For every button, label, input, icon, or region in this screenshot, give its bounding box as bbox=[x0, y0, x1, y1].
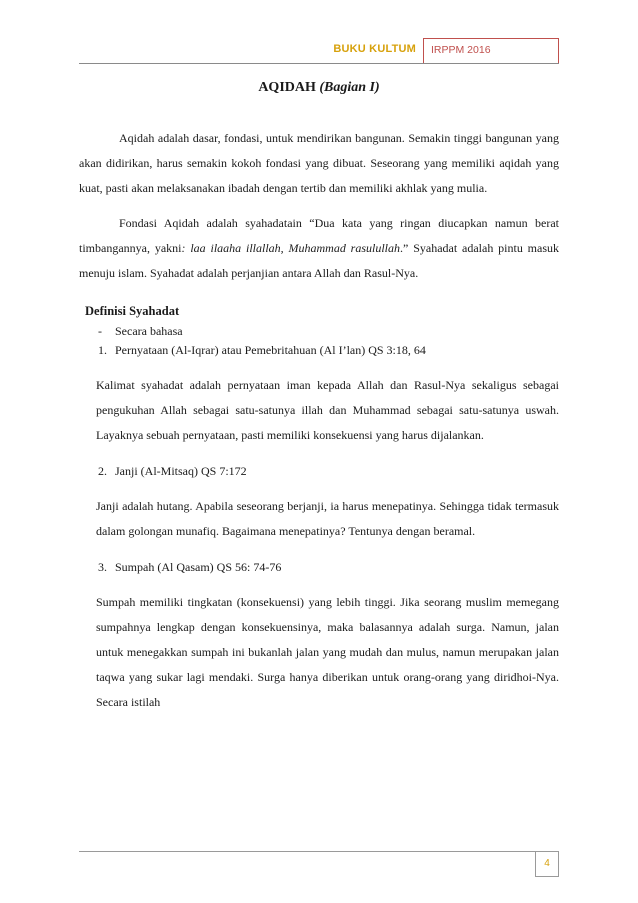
item-text: Janji (Al-Mitsaq) QS 7:172 bbox=[115, 464, 247, 478]
list-item-2 bbox=[79, 462, 559, 481]
item-number: 1. bbox=[98, 343, 107, 357]
title-sub: (Bagian I) bbox=[319, 80, 380, 95]
fondasi-part-a: Fondasi Aqidah adalah syahadatain “Dua kata yang ringan diucapkan namun berat timbangannya, yakni bbox=[79, 216, 559, 255]
title-main: AQIDAH bbox=[258, 80, 316, 95]
fondasi-part-c: .” Syahadat adalah pintu masuk menuju islam. Syahadat adalah perjanjian antara Allah dan Rasul-Nya. bbox=[79, 241, 560, 280]
header-rule bbox=[79, 63, 559, 64]
item-text: Sumpah (Al Qasam) QS 56: 74-76 bbox=[115, 560, 282, 574]
page-number-box bbox=[535, 851, 559, 877]
fondasi-italic: : laa ilaaha illallah, Muhammad rasulullah bbox=[181, 241, 401, 255]
bullet-text: Secara bahasa bbox=[115, 324, 183, 338]
item-number: 2. bbox=[98, 464, 107, 478]
list-item-1 bbox=[79, 341, 559, 360]
header-title: BUKU KULTUM bbox=[333, 43, 416, 55]
section-heading-definisi: Definisi Syahadat bbox=[85, 304, 180, 318]
bullet-mark: - bbox=[98, 324, 102, 338]
header-tag-box bbox=[423, 38, 559, 63]
paragraph-kalimat-syahadat: Kalimat syahadat adalah pernyataan iman kepada Allah dan Rasul-Nya sekaligus sebagai pengukuhan Allah sebagai satu-satunya illah dan Muhammad sebagai satu-satunya uswah. Layaknya sebuah pernyataan, pasti memiliki konsekuensi yang harus dijalankan. bbox=[96, 378, 559, 442]
paragraph-aqidah: Aqidah adalah dasar, fondasi, untuk mendirikan bangunan. Semakin tinggi bangunan yang akan didirikan, harus semakin kokoh fondasi yang dibuat. Seseorang yang memiliki aqidah yang kuat, pasti akan melaksanakan ibadah dengan tertib dan memiliki akhlak yang mulia. bbox=[79, 131, 559, 195]
page-number: 4 bbox=[544, 858, 550, 869]
paragraph-sumpah: Sumpah memiliki tingkatan (konsekuensi) yang lebih tinggi. Jika seorang muslim memegang sumpahnya lengkap dengan konsekuensinya, maka balasannya adalah surga. Namun, jalan untuk menegakkan sumpah ini bukanlah jalan yang mudah dan mulus, namun merupakan jalan taqwa yang sukar lagi mendaki. Surga hanya diberikan untuk orang-orang yang diridhoi-Nya. Secara istilah bbox=[96, 595, 559, 709]
paragraph-janji: Janji adalah hutang. Apabila seseorang berjanji, ia harus menepatinya. Sehingga tidak termasuk dalam golongan munafiq. Bagaimana menepatinya? Tentunya dengan beramal. bbox=[96, 499, 559, 538]
paragraph-fondasi bbox=[79, 211, 559, 286]
item-text: Pernyataan (Al-Iqrar) atau Pemebritahuan (Al I’lan) QS 3:18, 64 bbox=[115, 343, 426, 357]
page-header bbox=[79, 38, 559, 64]
document-title bbox=[79, 80, 559, 100]
item-number: 3. bbox=[98, 560, 107, 574]
document-body bbox=[79, 80, 559, 715]
header-tag: IRPPM 2016 bbox=[431, 44, 491, 56]
list-item-3 bbox=[79, 558, 559, 577]
bullet-secara-bahasa bbox=[79, 322, 559, 341]
footer-rule bbox=[79, 851, 559, 852]
